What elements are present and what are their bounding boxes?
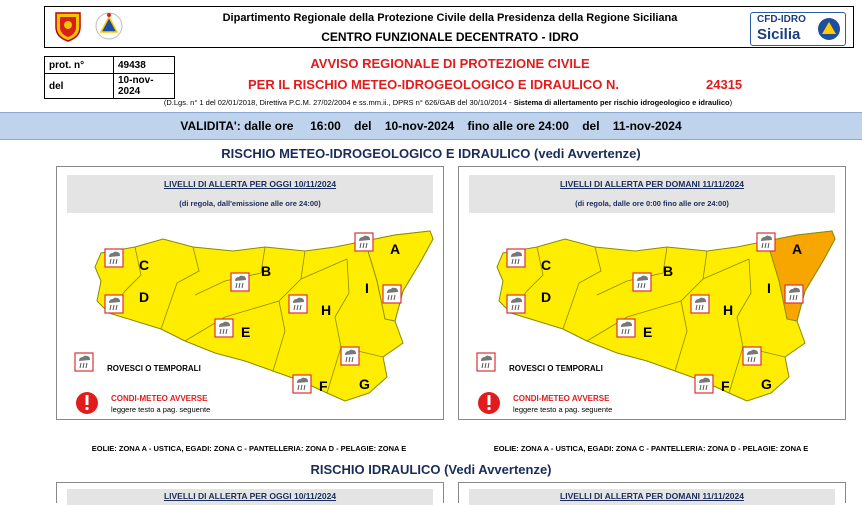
section-meteo-title-main: RISCHIO METEO-IDROGEOLOGICO E IDRAULICO xyxy=(221,146,531,161)
cfd-idro-logo xyxy=(750,12,846,46)
storm-cloud-icon xyxy=(785,285,803,303)
storm-cloud-icon xyxy=(231,273,249,291)
idraulico-panel-today xyxy=(56,482,444,503)
legend-warning-label: CONDI-METEO AVVERSE xyxy=(513,394,610,403)
zone-label-g: G xyxy=(761,376,772,392)
zone-label-i: I xyxy=(767,280,771,296)
storm-cloud-icon xyxy=(743,347,761,365)
idraulico-panel-today-title: LIVELLI DI ALLERTA PER OGGI 10/11/2024 xyxy=(163,491,337,501)
protocol-date-label: del xyxy=(45,74,114,99)
panel-header xyxy=(67,175,433,213)
storm-cloud-icon xyxy=(105,249,123,267)
panel-title: LIVELLI DI ALLERTA PER OGGI 10/11/2024 xyxy=(163,179,337,189)
zone-label-e: E xyxy=(241,324,251,340)
islands-footer-today: EOLIE: ZONA A - USTICA, EGADI: ZONA C - PANTELLERIA: ZONA D - PELAGIE: ZONA E xyxy=(91,444,407,453)
storm-cloud-icon xyxy=(507,249,525,267)
zone-label-c: C xyxy=(541,257,552,273)
exclamation-circle-icon xyxy=(478,392,500,414)
storm-cloud-icon xyxy=(477,353,495,371)
zone-label-f: F xyxy=(319,378,328,394)
validity-bar xyxy=(0,112,862,140)
section-idraulico-title-note: (Vedi Avvertenze) xyxy=(440,462,552,477)
protocol-box xyxy=(44,56,184,97)
zone-label-a: A xyxy=(390,241,401,257)
section-idraulico-title xyxy=(0,462,862,477)
protocol-number: 49438 xyxy=(114,57,175,74)
legal-reference-close: ) xyxy=(729,98,733,107)
protocol-date: 10-nov-2024 xyxy=(114,74,175,99)
legal-reference xyxy=(44,98,852,107)
legend-warning-label: CONDI-METEO AVVERSE xyxy=(111,394,208,403)
storm-cloud-icon xyxy=(293,375,311,393)
panel-header xyxy=(469,175,835,213)
storm-cloud-icon xyxy=(633,273,651,291)
idraulico-panel-tomorrow xyxy=(458,482,846,503)
zone-label-h: H xyxy=(321,302,332,318)
storm-cloud-icon xyxy=(75,353,93,371)
legend-rain-label: ROVESCI O TEMPORALI xyxy=(107,364,201,373)
legend-rain-label: ROVESCI O TEMPORALI xyxy=(509,364,603,373)
centro-funzionale-name: CENTRO FUNZIONALE DECENTRATO - IDRO xyxy=(321,30,579,44)
storm-cloud-icon xyxy=(355,233,373,251)
storm-cloud-icon xyxy=(341,347,359,365)
sicily-coat-of-arms-icon xyxy=(50,9,86,43)
zone-label-b: B xyxy=(663,263,674,279)
storm-cloud-icon xyxy=(695,375,713,393)
idraulico-panel-tomorrow-title: LIVELLI DI ALLERTA PER DOMANI 11/11/2024 xyxy=(560,491,744,501)
zone-label-e: E xyxy=(643,324,653,340)
storm-cloud-icon xyxy=(691,295,709,313)
cfd-logo-line2: Sicilia xyxy=(757,26,801,43)
section-meteo-title-note: (vedi Avvertenze) xyxy=(530,146,641,161)
notice-title: AVVISO REGIONALE DI PROTEZIONE CIVILE xyxy=(310,56,590,71)
panel-today xyxy=(56,166,444,420)
zone-label-h: H xyxy=(723,302,734,318)
department-name: Dipartimento Regionale della Protezione Civile della Presidenza della Regione Siciliana xyxy=(222,12,678,24)
notice-subtitle: PER IL RISCHIO METEO-IDROGEOLOGICO E IDRAULICO N. xyxy=(248,77,620,92)
zone-label-g: G xyxy=(359,376,370,392)
storm-cloud-icon xyxy=(617,319,635,337)
exclamation-circle-icon xyxy=(76,392,98,414)
panel-tomorrow xyxy=(458,166,846,420)
storm-cloud-icon xyxy=(105,295,123,313)
panel-subtitle: (di regola, dalle ore 0:00 fino alle ore 24:00) xyxy=(575,199,729,208)
zone-label-a: A xyxy=(792,241,803,257)
legend-warning-sub: leggere testo a pag. seguente xyxy=(513,405,613,414)
protezione-civile-logo-icon xyxy=(92,10,126,42)
storm-cloud-icon xyxy=(289,295,307,313)
legal-reference-text: (D.Lgs. n° 1 del 02/01/2018, Direttiva P.C.M. 27/02/2004 e ss.mm.ii., DPRS n° 626/GAB del 30/10/2014 - xyxy=(163,98,514,107)
storm-cloud-icon xyxy=(383,285,401,303)
cfd-logo-line1: CFD-IDRO xyxy=(757,14,806,25)
zone-label-c: C xyxy=(139,257,150,273)
legal-reference-system: Sistema di allertamento per rischio idrogeologico e idraulico xyxy=(513,98,730,107)
islands-footer-tomorrow: EOLIE: ZONA A - USTICA, EGADI: ZONA C - PANTELLERIA: ZONA D - PELAGIE: ZONA E xyxy=(493,444,809,453)
storm-cloud-icon xyxy=(757,233,775,251)
cfd-emblem-icon xyxy=(817,17,841,41)
zone-label-b: B xyxy=(261,263,272,279)
panel-subtitle: (di regola, dall'emissione alle ore 24:00) xyxy=(179,199,321,208)
zone-label-d: D xyxy=(139,289,150,305)
zone-label-f: F xyxy=(721,378,730,394)
section-meteo-title xyxy=(0,146,862,161)
sicily-alert-map xyxy=(467,221,837,417)
section-idraulico-title-main: RISCHIO IDRAULICO xyxy=(310,462,441,477)
legend-warning-sub: leggere testo a pag. seguente xyxy=(111,405,211,414)
zone-label-i: I xyxy=(365,280,369,296)
panel-title: LIVELLI DI ALLERTA PER DOMANI 11/11/2024 xyxy=(560,179,744,189)
storm-cloud-icon xyxy=(215,319,233,337)
sicily-alert-map xyxy=(65,221,435,417)
zone-label-d: D xyxy=(541,289,552,305)
notice-number: 24315 xyxy=(706,77,743,92)
validity-text: VALIDITA': dalle ore 16:00 del 10-nov-2024 fino alle ore 24:00 del 11-nov-2024 xyxy=(180,119,682,133)
storm-cloud-icon xyxy=(507,295,525,313)
protocol-label: prot. n° xyxy=(45,57,114,74)
